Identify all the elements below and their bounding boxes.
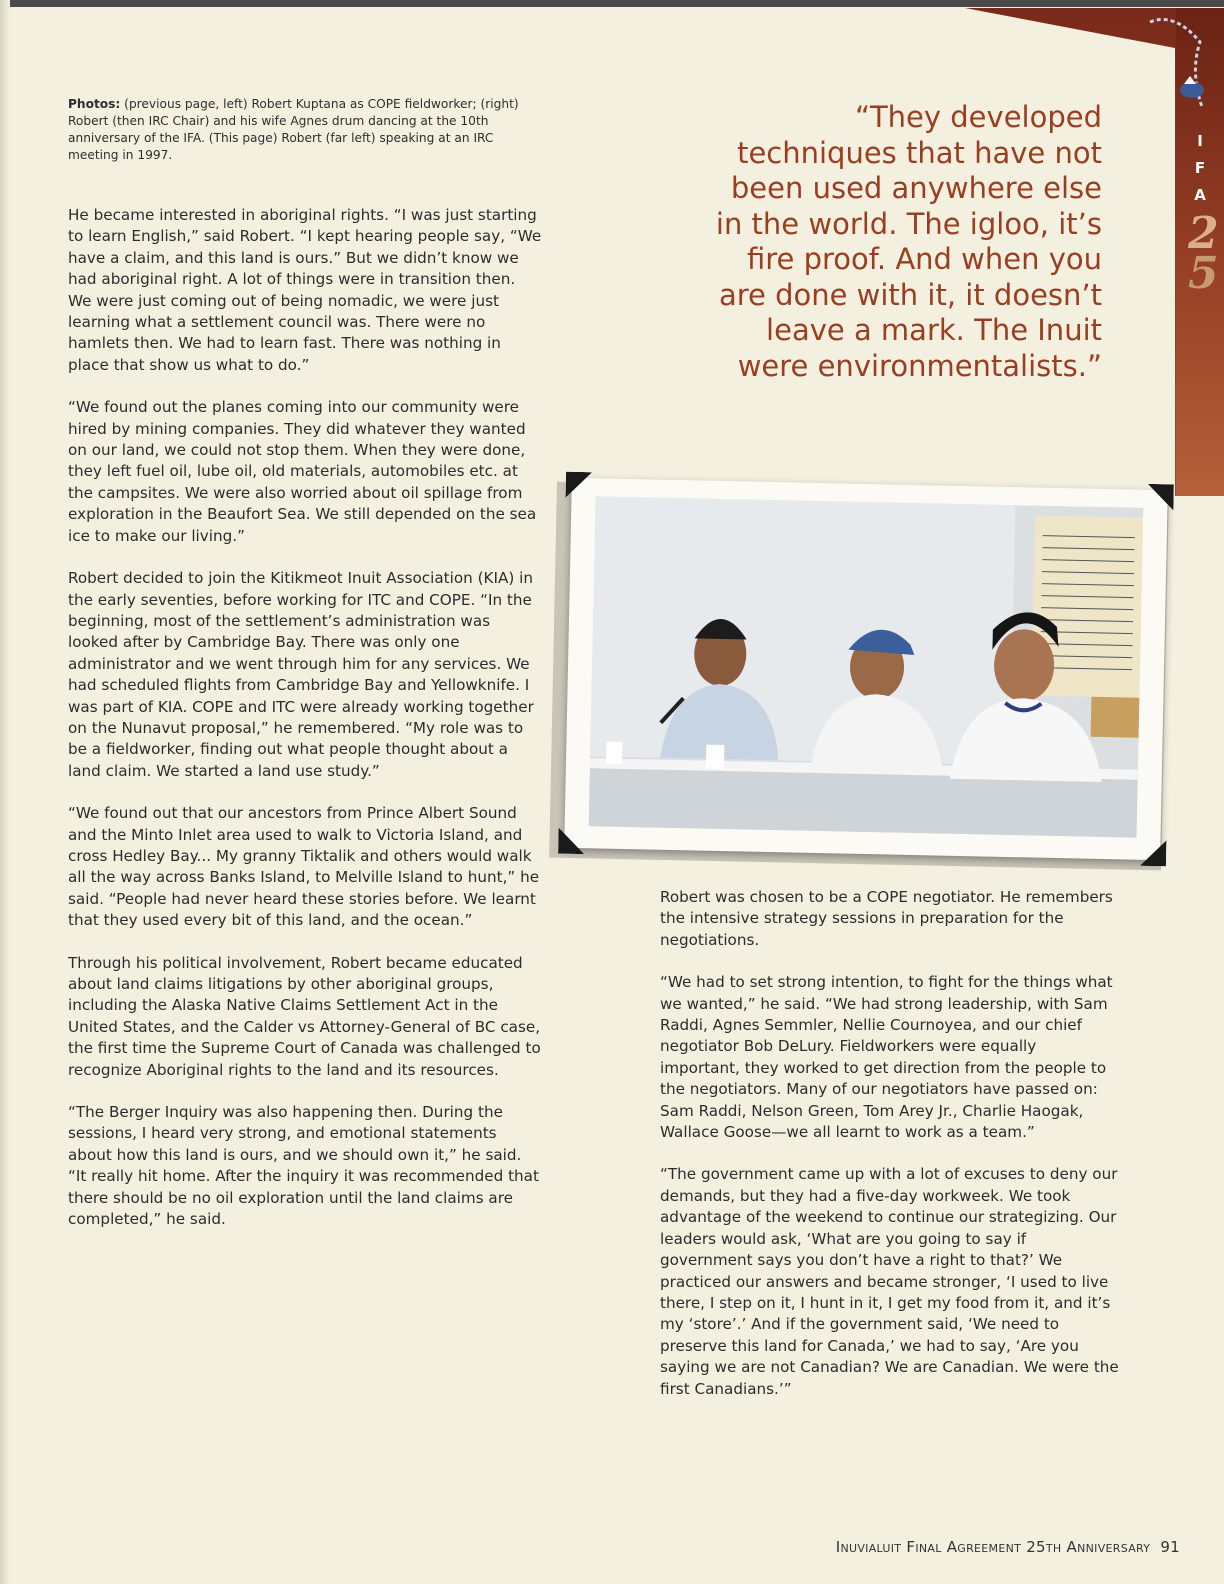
pull-quote: “They developed techniques that have not been used anywhere else in the world. The igloo, it’s fire proof. And when you are done with it, it doesn’t leave a mark. The Inuit were environmentalists.” xyxy=(715,100,1102,383)
paragraph: Robert decided to join the Kitikmeot Inuit Association (KIA) in the early seventies, before working for ITC and COPE. “In the beginning, most of the settlement’s administration was looked after by Cambridge Bay. There was only one administrator and we went through him for any services. We had scheduled flights from Cambridge Bay and Yellowknife. I was part of KIA. COPE and ITC were already working together on the Nunavut proposal,” he remembered. “My role was to be a fieldworker, finding out what people thought about a land claim. We started a land use study.” xyxy=(68,569,534,780)
page-number: 91 xyxy=(1160,1538,1180,1556)
footer-title: Inuvialuit Final Agreement 25th Anniversary xyxy=(835,1538,1151,1556)
left-column xyxy=(68,205,543,1251)
photo-corner xyxy=(1147,484,1174,511)
tab-numeral-digit-5: 5 xyxy=(1188,248,1219,294)
paragraph: “We found out the planes coming into our community were hired by mining companies. They did whatever they wanted on our land, we could not stop them. When they were done, they left fuel oil, lube oil, old materials, automobiles etc. at the campsites. We were also worried about oil spillage from exploration in the Beaufort Sea. We still depended on the sea ice to make our living.” xyxy=(68,398,537,545)
caption-text: (previous page, left) Robert Kuptana as COPE fieldworker; (right) Robert (then IRC Chair) and his wife Agnes drum dancing at the 10th anniversary of the IFA. (This page) Robert (far left) speaking at an IRC meeting in 1997. xyxy=(68,97,519,162)
meeting-photo xyxy=(564,478,1168,860)
tab-numeral-digit-2: 2 xyxy=(1188,208,1219,259)
top-rule xyxy=(0,0,1224,7)
tab-letter: F xyxy=(1194,159,1206,177)
photo-corner xyxy=(1140,840,1167,867)
paragraph: Robert was chosen to be a COPE negotiator. He remembers the intensive strategy sessions in preparation for the negotiations. xyxy=(660,888,1113,949)
paragraph: “We found out that our ancestors from Prince Albert Sound and the Minto Inlet area used to walk to Victoria Island, and cross Hedley Bay... My granny Tiktalik and others would walk all the way across Banks Island, to Melville Island to hunt,” he said. “People had never heard these stories before. We learnt that they used every bit of this land, and the ocean.” xyxy=(68,804,540,930)
caption-label: Photos: xyxy=(68,97,121,111)
paragraph: “The Berger Inquiry was also happening then. During the sessions, I heard very strong, and emotional statements about how this land is ours, and we should own it,” he said. “It really hit home. After the inquiry it was recommended that there should be no oil exploration until the land claims are completed,” he said. xyxy=(68,1103,539,1229)
tab-letter: I xyxy=(1197,132,1203,150)
tab-letters xyxy=(1176,128,1224,209)
tab-letter: A xyxy=(1194,186,1206,204)
page-gutter-shade xyxy=(0,0,10,1584)
paragraph: “We had to set strong intention, to fight for the things what we wanted,” he said. “We had strong leadership, with Sam Raddi, Agnes Semmler, Nellie Cournoyea, and our chief negotiator Bob DeLury. Fieldworkers were equally important, they worked to get direction from the people to the negotiators. Many of our negotiators have passed on: Sam Raddi, Nelson Green, Tom Arey Jr., Charlie Haogak, Wallace Goose—we all learnt to work as a team.” xyxy=(660,973,1113,1142)
paragraph: He became interested in aboriginal rights. “I was just starting to learn English,” said Robert. “I kept hearing people say, “We have a claim, and this land is ours.” But we didn’t know we had aboriginal right. A lot of things were in transition then. We were just coming out of being nomadic, we were just learning what a settlement council was. There were no hamlets then. We had to learn fast. There was nothing in place that show us what to do.” xyxy=(68,206,542,374)
photo-caption xyxy=(68,96,538,164)
inuvialuit-emblem-icon xyxy=(1140,12,1210,112)
page-footer xyxy=(700,1538,1180,1556)
right-column xyxy=(660,887,1120,1421)
paragraph: Through his political involvement, Robert became educated about land claims litigations by other aboriginal groups, including the Alaska Native Claims Settlement Act in the United States, and the Calder vs Attorney-General of BC case, the first time the Supreme Court of Canada was challenged to recognize Aboriginal rights to the land and its resources. xyxy=(68,953,541,1079)
meeting-photo-image xyxy=(589,496,1144,837)
tab-numeral xyxy=(1158,208,1224,294)
paragraph: “The government came up with a lot of excuses to deny our demands, but they had a five-day workweek. We took advantage of the weekend to continue our strategizing. Our leaders would ask, ‘What are you going to say if government says you don’t have a right to that?’ We practiced our answers and became stronger, ‘I used to live there, I step on it, I hunt in it, I get my food from it, and it’s my ‘store’.’ And if the government said, ‘We need to preserve this land for Canada,’ we had to say, ‘Are you saying we are not Canadian? We are Canadian. We were the first Canadians.’” xyxy=(660,1165,1119,1398)
